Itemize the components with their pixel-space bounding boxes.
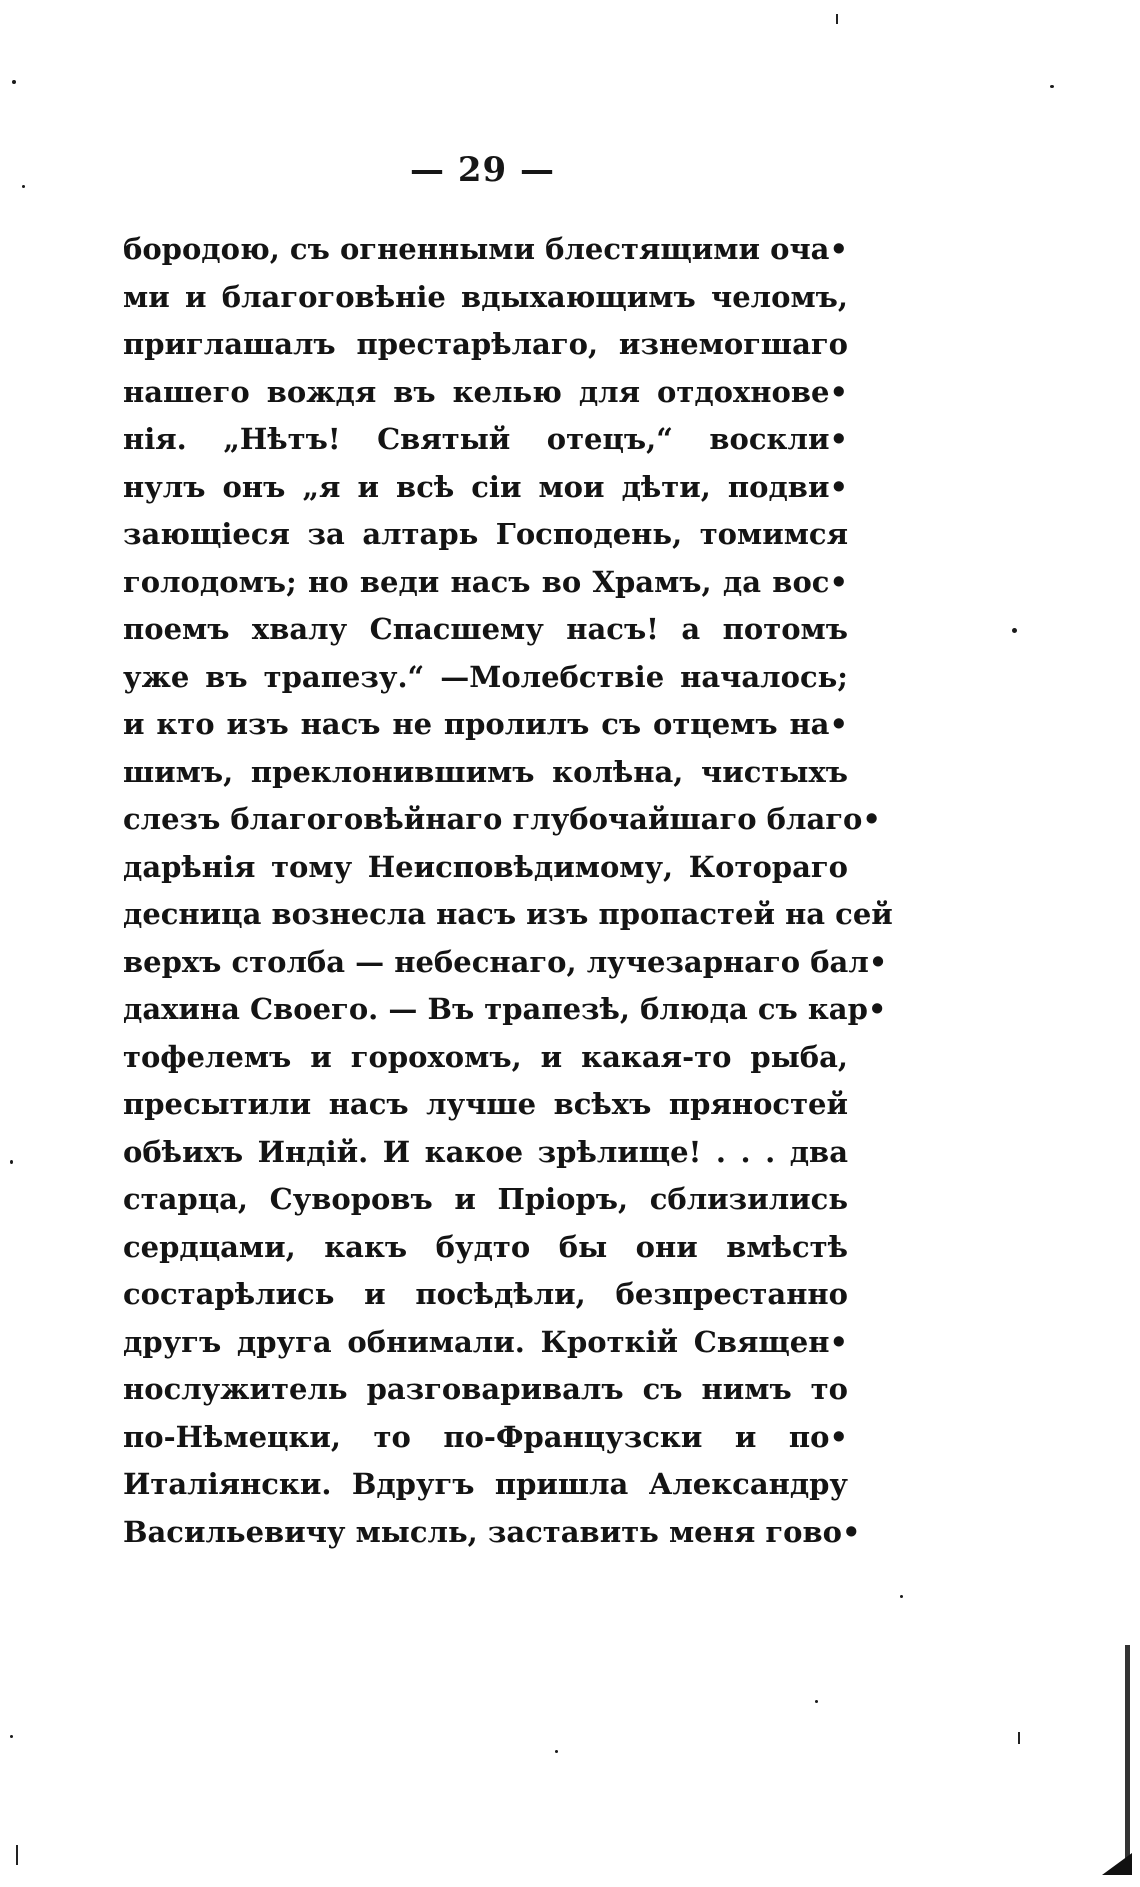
scan-corner-mark: [1102, 1853, 1132, 1875]
text-line: зающіеся за алтарь Господень, томимся: [123, 517, 848, 551]
text-line: пресытили насъ лучше всѣхъ пряностей: [123, 1087, 848, 1121]
text-line: поемъ хвалу Спасшему насъ! а потомъ: [123, 612, 848, 646]
text-line: шимъ, преклонившимъ колѣна, чистыхъ: [123, 754, 848, 789]
body-text: [123, 226, 893, 1556]
text-line: десница вознесла насъ изъ пропастей на сей: [123, 897, 893, 931]
scan-edge-mark: [16, 1845, 18, 1865]
text-line: Италіянски. Вдругъ пришла Александру: [123, 1467, 848, 1501]
text-line: другъ друга обнимали. Кроткій Священ•: [123, 1324, 848, 1359]
scan-speck: [1012, 628, 1017, 633]
scan-speck: [900, 1595, 903, 1598]
text-line: сердцами, какъ будто бы они вмѣстѣ: [123, 1229, 848, 1264]
text-line: Васильевичу мысль, заставить меня гово•: [123, 1514, 861, 1549]
text-line: уже въ трапезу.“ —Молебствіе началось;: [123, 659, 848, 694]
scan-speck: [555, 1750, 558, 1753]
text-line: слезъ благоговѣйнаго глубочайшаго благо•: [123, 802, 881, 836]
text-line: нія. „Нѣтъ! Святый отецъ,“ воскли•: [123, 422, 848, 456]
text-line: тофелемъ и горохомъ, и какая-то рыба,: [123, 1039, 848, 1074]
text-line: старца, Суворовъ и Пріоръ, сблизились: [123, 1182, 848, 1216]
text-line: нулъ онъ „я и всѣ сіи мои дѣти, подви•: [123, 469, 848, 504]
scan-speck: [10, 1735, 13, 1738]
text-line: верхъ столба — небеснаго, лучезарнаго бал•: [123, 944, 888, 979]
text-line: и кто изъ насъ не пролилъ съ отцемъ на•: [123, 707, 848, 741]
text-line: нашего вождя въ келью для отдохнове•: [123, 374, 848, 409]
scan-speck: [22, 185, 25, 188]
text-line: состарѣлись и посѣдѣли, безпрестанно: [123, 1277, 848, 1311]
text-line: дахина Своего. — Въ трапезѣ, блюда съ кар•: [123, 992, 887, 1026]
text-line: голодомъ; но веди насъ во Храмъ, да вос•: [123, 564, 848, 599]
scan-edge-bar: [1125, 1645, 1130, 1875]
scan-speck: [1050, 85, 1054, 88]
text-line: дарѣнія тому Неисповѣдимому, Котораго: [123, 849, 848, 884]
scan-speck: [12, 80, 16, 84]
page-number: — 29 —: [410, 150, 555, 190]
text-line: ми и благоговѣніе вдыхающимъ челомъ,: [123, 279, 848, 314]
scan-edge-mark: [1018, 1732, 1020, 1744]
text-line: приглашалъ престарѣлаго, изнемогшаго: [123, 327, 848, 361]
scan-edge-mark: [836, 14, 838, 24]
text-line: по-Нѣмецки, то по-Французски и по•: [123, 1419, 848, 1454]
text-line: бородою, съ огненными блестящими оча•: [123, 232, 848, 266]
scan-speck: [10, 1160, 13, 1164]
text-line: обѣихъ Индій. И какое зрѣлище! . . . два: [123, 1134, 848, 1169]
text-line: нослужитель разговаривалъ съ нимъ то: [123, 1372, 848, 1406]
scan-speck: [815, 1700, 818, 1703]
